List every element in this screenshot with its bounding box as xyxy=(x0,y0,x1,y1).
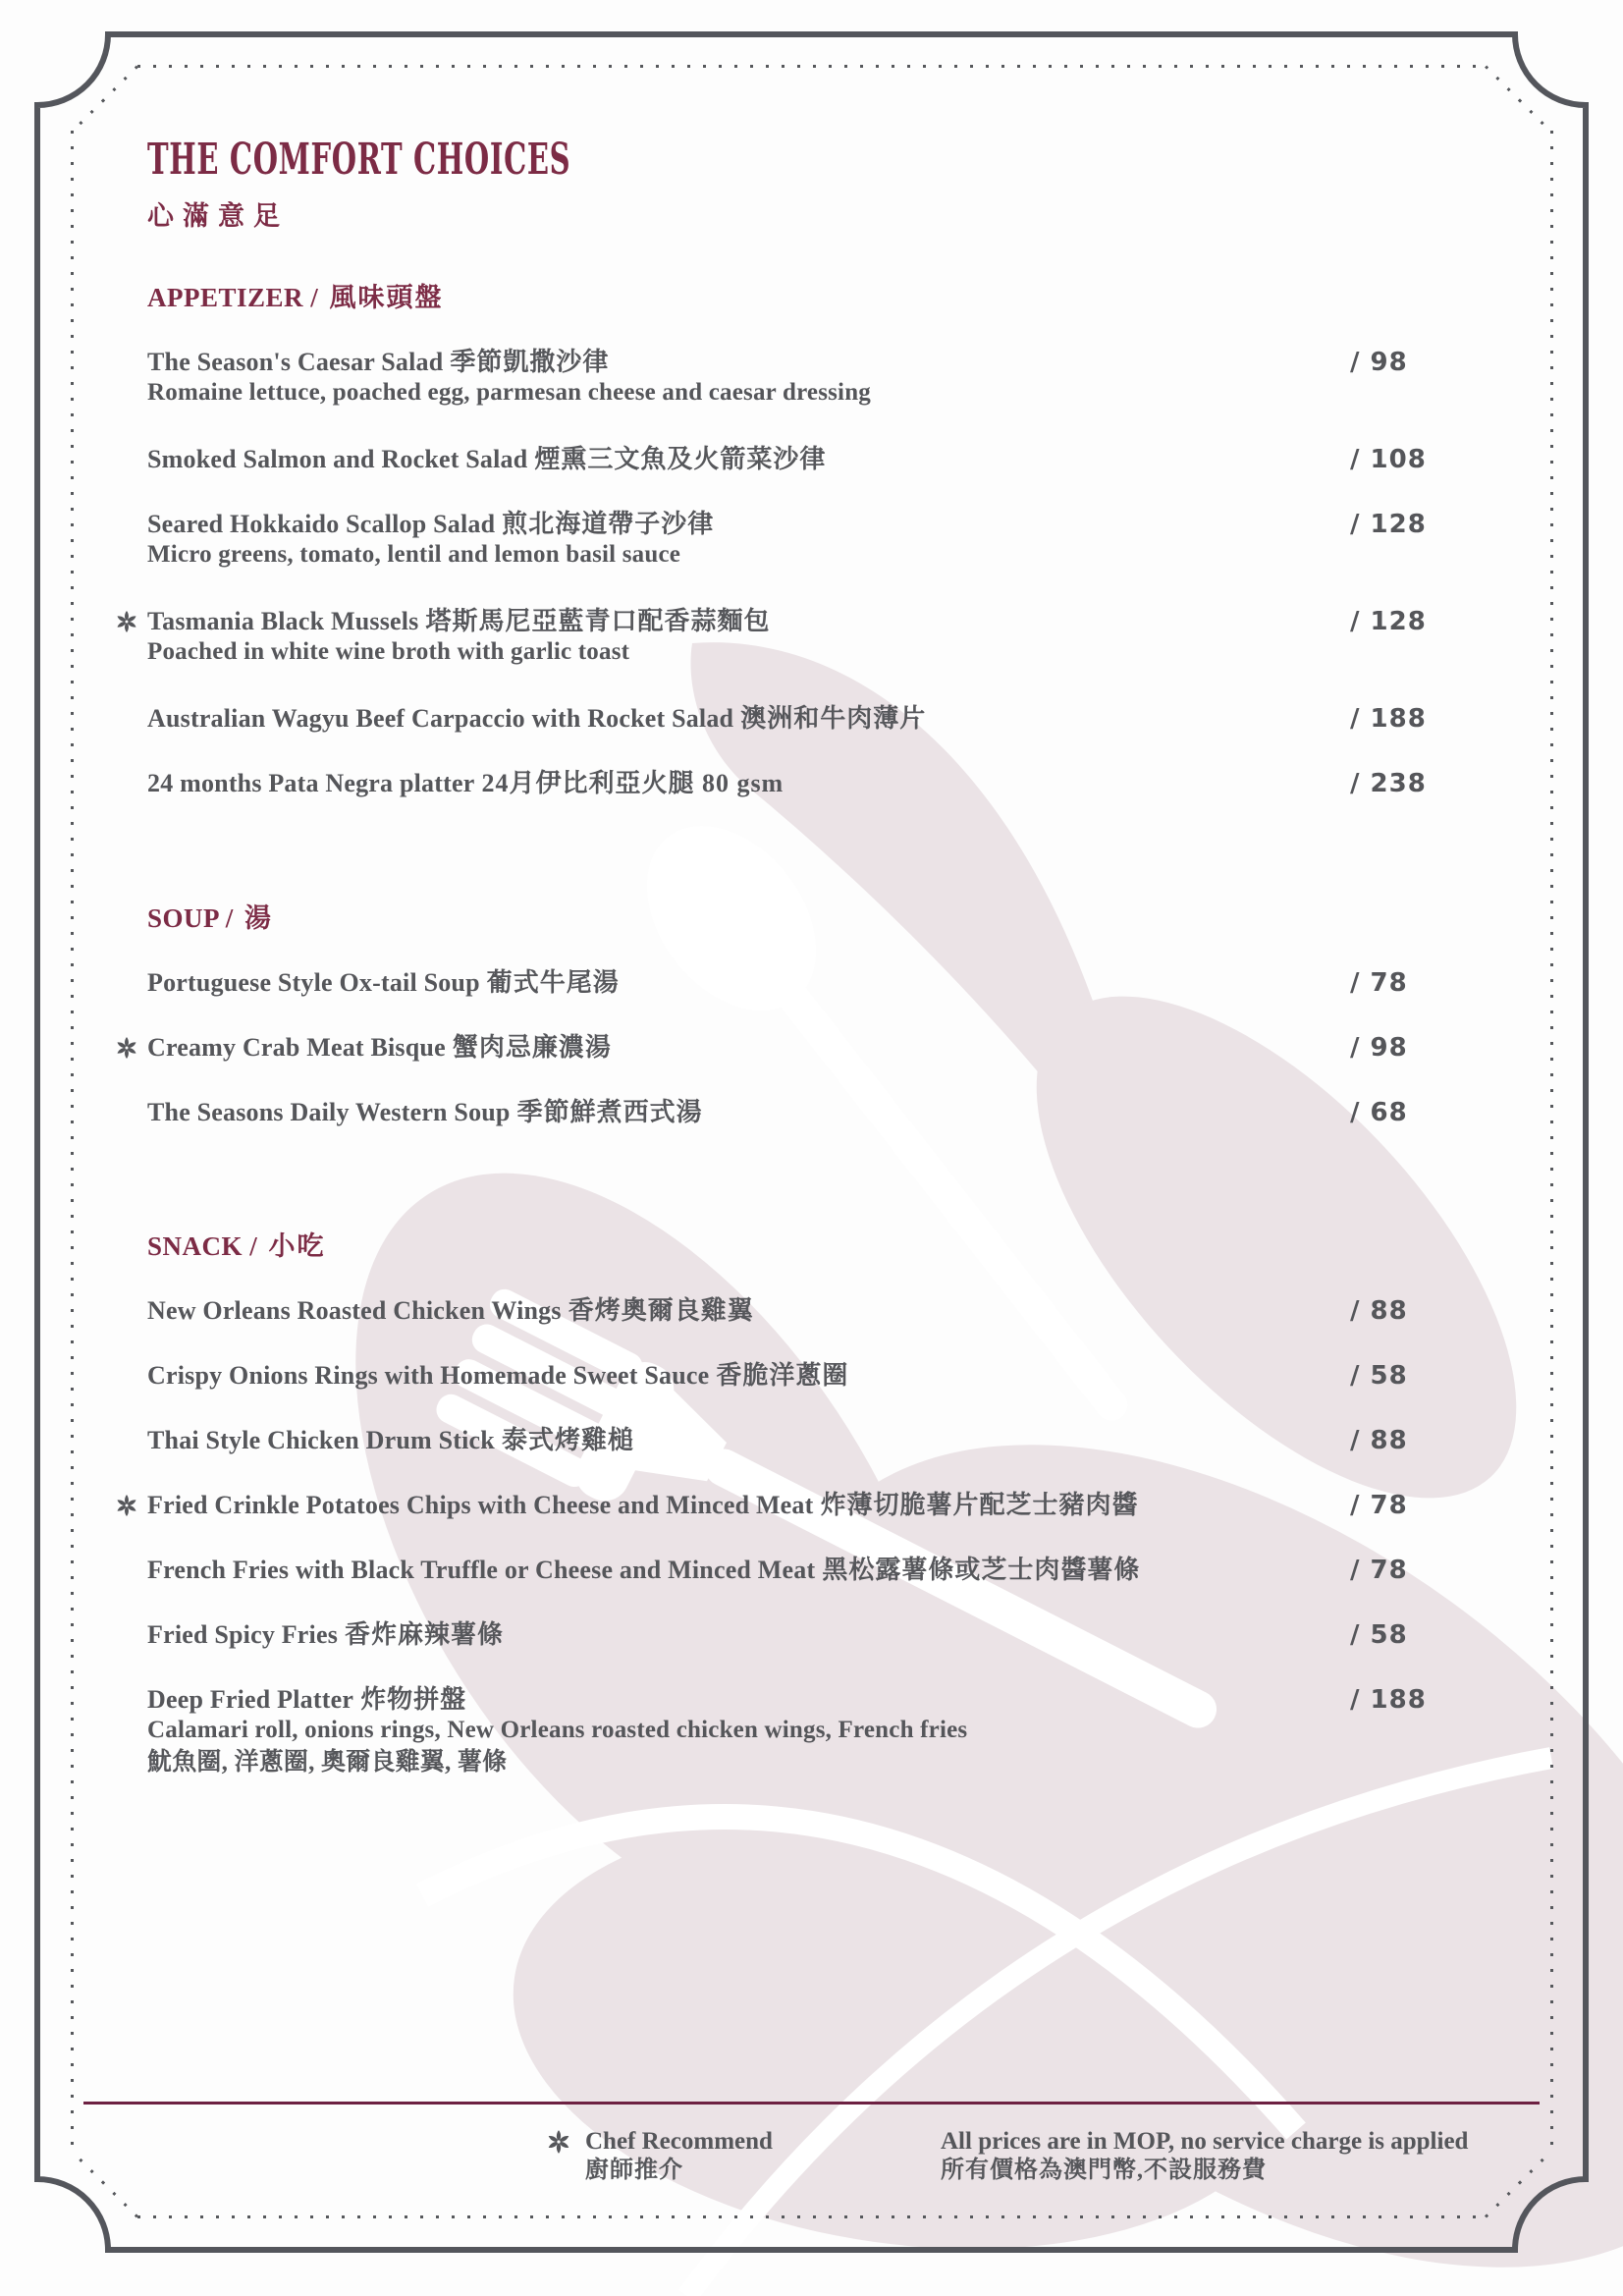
item-name: Portuguese Style Ox-tail Soup xyxy=(147,968,480,997)
menu-item-row xyxy=(147,608,1483,668)
item-name: Seared Hokkaido Scallop Salad xyxy=(147,510,496,538)
item-name: Deep Fried Platter xyxy=(147,1685,354,1714)
page-title: THE COMFORT CHOICES xyxy=(147,135,571,185)
item-name-line xyxy=(147,1621,1483,1649)
pricing-note-zh: 所有價格為澳門幣,不設服務費 xyxy=(941,2158,1267,2183)
item-name-zh: 24月伊比利亞火腿 80 gsm xyxy=(481,769,784,797)
section-separator: / xyxy=(310,283,319,312)
item-description: Poached in white wine broth with garlic toast xyxy=(147,638,630,665)
section-separator: / xyxy=(225,903,234,933)
section-snack xyxy=(147,1231,1483,1816)
chef-recommend-label-zh: 廚師推介 xyxy=(585,2158,683,2183)
item-name: Crispy Onions Rings with Homemade Sweet Sauce xyxy=(147,1361,710,1390)
item-price: / 78 xyxy=(1350,1491,1408,1520)
section-heading xyxy=(147,903,1483,933)
item-name-zh: 炸薄切脆薯片配芝士豬肉醬 xyxy=(820,1491,1139,1519)
item-price: / 98 xyxy=(1350,1033,1408,1063)
item-price: / 128 xyxy=(1350,510,1427,539)
section-separator: / xyxy=(249,1231,258,1261)
item-name-zh: 煙熏三文魚及火箭菜沙律 xyxy=(534,445,827,473)
item-name: The Seasons Daily Western Soup xyxy=(147,1098,511,1126)
item-name-zh: 塔斯馬尼亞藍青口配香蒜麵包 xyxy=(425,607,771,635)
chef-recommend-labels xyxy=(585,2127,773,2186)
item-name-line xyxy=(147,705,1483,733)
section-label-en: SNACK xyxy=(147,1231,243,1261)
section-label-en: SOUP xyxy=(147,903,219,933)
item-name-zh: 季節凱撒沙律 xyxy=(450,348,610,376)
item-name-zh: 泰式烤雞槌 xyxy=(501,1426,634,1454)
item-name-zh: 香烤奧爾良雞翼 xyxy=(568,1296,754,1325)
item-name-line xyxy=(147,1686,1483,1714)
item-price: / 68 xyxy=(1350,1098,1408,1127)
item-name: Creamy Crab Meat Bisque xyxy=(147,1033,446,1062)
dotted-border-right xyxy=(1550,131,1553,2153)
item-price: / 88 xyxy=(1350,1296,1408,1326)
menu-item-row xyxy=(147,1621,1483,1649)
item-price: / 58 xyxy=(1350,1620,1408,1650)
item-name-zh: 香脆洋蔥圈 xyxy=(716,1361,849,1390)
chef-recommend-label: Chef Recommend xyxy=(585,2128,773,2155)
menu-item-row xyxy=(147,1427,1483,1454)
item-name-line xyxy=(147,1297,1483,1325)
chef-recommend-icon xyxy=(115,610,138,633)
item-name: Tasmania Black Mussels xyxy=(147,607,419,635)
dotted-border-left xyxy=(71,131,74,2153)
section-label-zh: 風味頭盤 xyxy=(329,283,444,312)
item-name-zh: 澳洲和牛肉薄片 xyxy=(740,704,927,733)
section-label-zh: 小吃 xyxy=(268,1231,326,1261)
item-name-line xyxy=(147,608,1483,635)
item-name-zh: 蟹肉忌廉濃湯 xyxy=(452,1033,612,1062)
item-price: / 128 xyxy=(1350,607,1427,636)
item-price: / 98 xyxy=(1350,348,1408,377)
section-soup xyxy=(147,903,1483,1164)
item-name-line xyxy=(147,446,1483,473)
menu-item-row xyxy=(147,1034,1483,1062)
item-name-line xyxy=(147,770,1483,797)
menu-item-row xyxy=(147,770,1483,797)
chef-recommend-legend xyxy=(546,2127,773,2186)
menu-item-row xyxy=(147,705,1483,733)
item-price: / 88 xyxy=(1350,1426,1408,1455)
item-name-zh: 黑松露薯條或芝士肉醬薯條 xyxy=(822,1556,1141,1584)
item-name: Australian Wagyu Beef Carpaccio with Rocket Salad xyxy=(147,704,734,733)
item-name: Smoked Salmon and Rocket Salad xyxy=(147,445,528,473)
item-name-line xyxy=(147,1492,1483,1519)
item-name-line xyxy=(147,969,1483,997)
menu-item-row xyxy=(147,1099,1483,1126)
menu-item-row xyxy=(147,1492,1483,1519)
menu-item-row xyxy=(147,446,1483,473)
section-appetizer xyxy=(147,283,1483,835)
item-name-zh: 炸物拼盤 xyxy=(360,1685,467,1714)
item-name: The Season's Caesar Salad xyxy=(147,348,444,376)
menu-item-row xyxy=(147,1297,1483,1325)
item-description: 魷魚圈, 洋蔥圈, 奧爾良雞翼, 薯條 xyxy=(147,1749,508,1776)
section-label-en: APPETIZER xyxy=(147,283,304,312)
menu-item-row xyxy=(147,511,1483,571)
dotted-border-bottom xyxy=(137,2215,1486,2218)
footer-divider-line xyxy=(83,2102,1540,2105)
item-name: Thai Style Chicken Drum Stick xyxy=(147,1426,495,1454)
item-price: / 188 xyxy=(1350,1685,1427,1715)
item-price: / 78 xyxy=(1350,1556,1408,1585)
item-name-line xyxy=(147,1099,1483,1126)
item-name: New Orleans Roasted Chicken Wings xyxy=(147,1296,562,1325)
item-name: Fried Crinkle Potatoes Chips with Cheese and Minced Meat xyxy=(147,1491,814,1519)
item-name-line xyxy=(147,1557,1483,1584)
menu-item-row xyxy=(147,349,1483,409)
menu-item-row xyxy=(147,1686,1483,1778)
item-name-zh: 香炸麻辣薯條 xyxy=(345,1620,505,1649)
section-heading xyxy=(147,1231,1483,1261)
menu-item-row xyxy=(147,1557,1483,1584)
item-description: Romaine lettuce, poached egg, parmesan cheese and caesar dressing xyxy=(147,379,872,406)
item-name-zh: 煎北海道帶子沙律 xyxy=(502,510,715,538)
item-name: French Fries with Black Truffle or Cheese and Minced Meat xyxy=(147,1556,816,1584)
item-name-zh: 葡式牛尾湯 xyxy=(486,968,620,997)
item-price: / 188 xyxy=(1350,704,1427,734)
item-description: Calamari roll, onions rings, New Orleans roasted chicken wings, French fries xyxy=(147,1717,968,1743)
item-description: Micro greens, tomato, lentil and lemon basil sauce xyxy=(147,541,681,568)
item-name-line xyxy=(147,349,1483,376)
dotted-border-top xyxy=(137,65,1486,68)
chef-flower-icon xyxy=(546,2129,571,2155)
item-price: / 238 xyxy=(1350,769,1427,798)
item-name-line xyxy=(147,1362,1483,1390)
pricing-note xyxy=(941,2127,1468,2186)
page-title-chinese: 心滿意足 xyxy=(147,201,289,231)
item-name-line xyxy=(147,511,1483,538)
pricing-note-en: All prices are in MOP, no service charge is applied xyxy=(941,2128,1469,2155)
menu-item-row xyxy=(147,1362,1483,1390)
item-price: / 108 xyxy=(1350,445,1427,474)
item-name-line xyxy=(147,1034,1483,1062)
menu-item-row xyxy=(147,969,1483,997)
chef-recommend-icon xyxy=(115,1494,138,1517)
item-name-zh: 季節鮮煮西式湯 xyxy=(516,1098,703,1126)
item-name: 24 months Pata Negra platter xyxy=(147,769,475,797)
section-label-zh: 湯 xyxy=(244,903,274,933)
item-price: / 58 xyxy=(1350,1361,1408,1391)
item-name-line xyxy=(147,1427,1483,1454)
item-price: / 78 xyxy=(1350,968,1408,998)
chef-recommend-icon xyxy=(115,1036,138,1060)
item-name: Fried Spicy Fries xyxy=(147,1620,339,1649)
section-heading xyxy=(147,283,1483,312)
menu-title-block xyxy=(147,137,788,233)
